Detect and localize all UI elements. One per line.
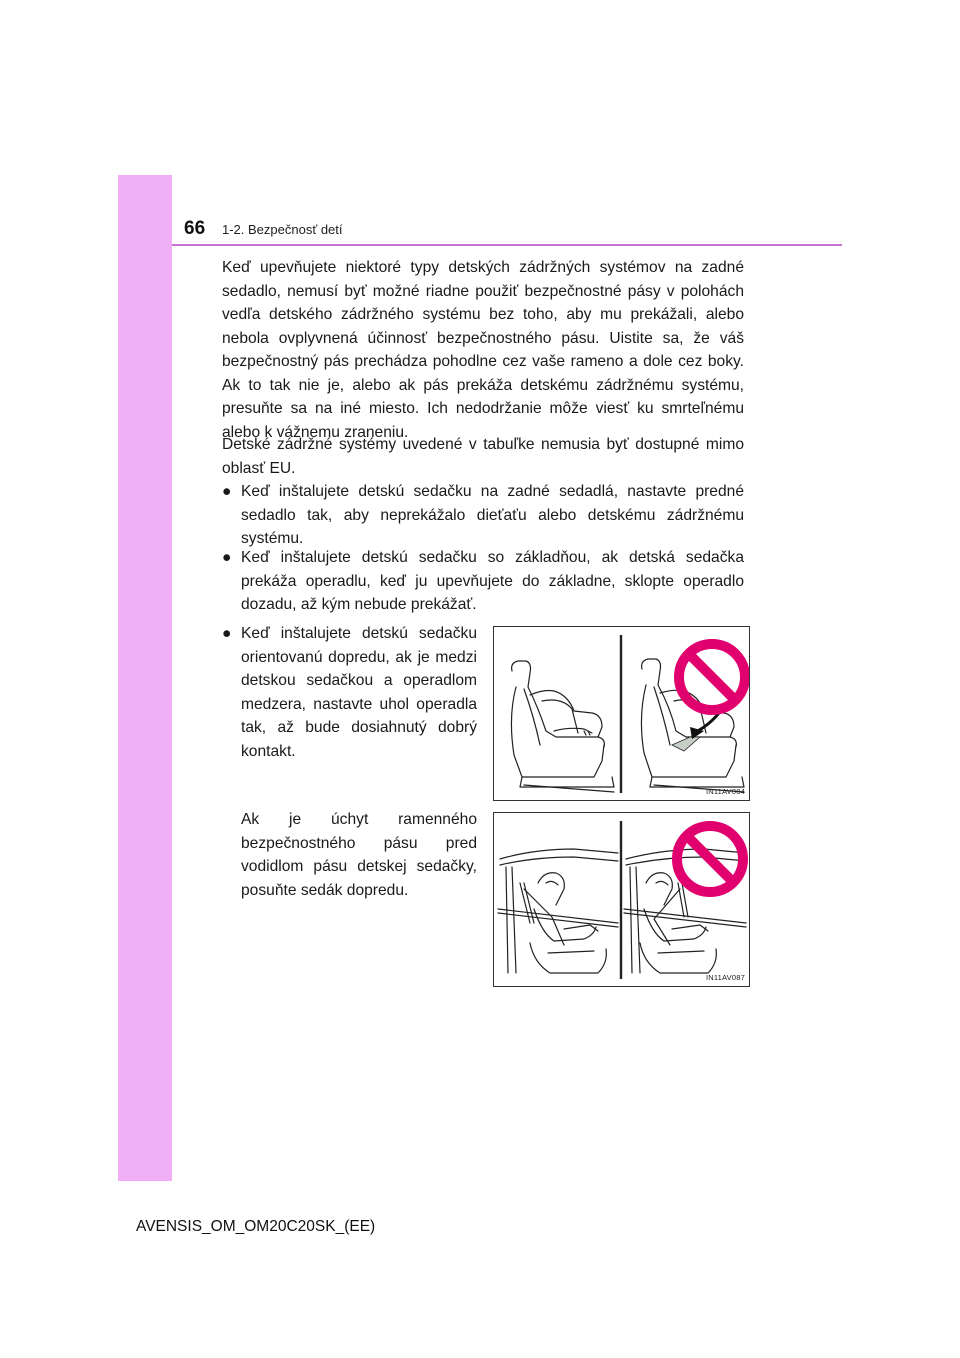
figure-code: IN11AV084 xyxy=(705,787,745,796)
figure-seat-backrest xyxy=(493,626,750,801)
figure-seat-slide xyxy=(493,812,750,987)
side-tab-bar xyxy=(118,175,172,1181)
header-divider xyxy=(172,244,842,246)
seat-backrest-illustration xyxy=(494,627,749,800)
paragraph-shoulder-anchor: Ak je úchyt ramenného bezpečnostného pásu pred vodidlom pásu detskej sedačky, posuňte sedák dopredu. xyxy=(241,811,477,899)
prohibition-icon xyxy=(677,826,743,892)
prohibition-icon xyxy=(679,644,745,710)
figure-code: IN11AV087 xyxy=(705,973,745,982)
paragraph-eu-availability: Detské zádržné systémy uvedené v tabuľke nemusia byť dostupné mimo oblasť EU. xyxy=(222,436,744,477)
seat-slide-illustration xyxy=(494,813,749,986)
paragraph-seatbelt-warning: Keď upevňujete niektoré typy detských zádržných systémov na zadné sedadlo, nemusí byť možné riadne použiť bezpečnostné pásy v polohách vedľa detského zádržného systému bez toho, aby mu prekážali, alebo nebola ovplyvnená účinnosť bezpečnostného pásu. Uistite sa, že váš bezpečnostný pás prechádza pohodlne cez vaše rameno a dole cez boky. Ak to tak nie je, alebo ak pás prekáža detskému zádržnému systému, presuňte sa na iné miesto. Ich nedodržanie môže viesť ku smrteľnému alebo k vážnemu zraneniu. xyxy=(222,259,744,441)
bullet-marker: ● xyxy=(222,483,232,500)
footer-manual-code: AVENSIS_OM_OM20C20SK_(EE) xyxy=(136,1218,376,1235)
bullet-front-seat: Keď inštalujete detskú sedačku na zadné sedadlá, nastavte predné sedadlo tak, aby neprekážalo dieťaťu alebo detskému zádržnému systému. xyxy=(241,483,744,547)
bullet-marker: ● xyxy=(222,549,232,566)
section-title: 1-2. Bezpečnosť detí xyxy=(222,222,343,237)
bullet-forward-facing: Keď inštalujete detskú sedačku orientovanú dopredu, ak je medzi detskou sedačkou a operadlom medzera, nastavte uhol operadla tak, až bude dosiahnutý dobrý kontakt. xyxy=(241,625,477,760)
page-number: 66 xyxy=(184,218,206,239)
bullet-marker: ● xyxy=(222,625,232,642)
bullet-seat-base: Keď inštalujete detskú sedačku so základňou, ak detská sedačka prekáža operadlu, keď ju upevňujete do základne, sklopte operadlo dozadu, až kým nebude prekážať. xyxy=(241,549,744,613)
